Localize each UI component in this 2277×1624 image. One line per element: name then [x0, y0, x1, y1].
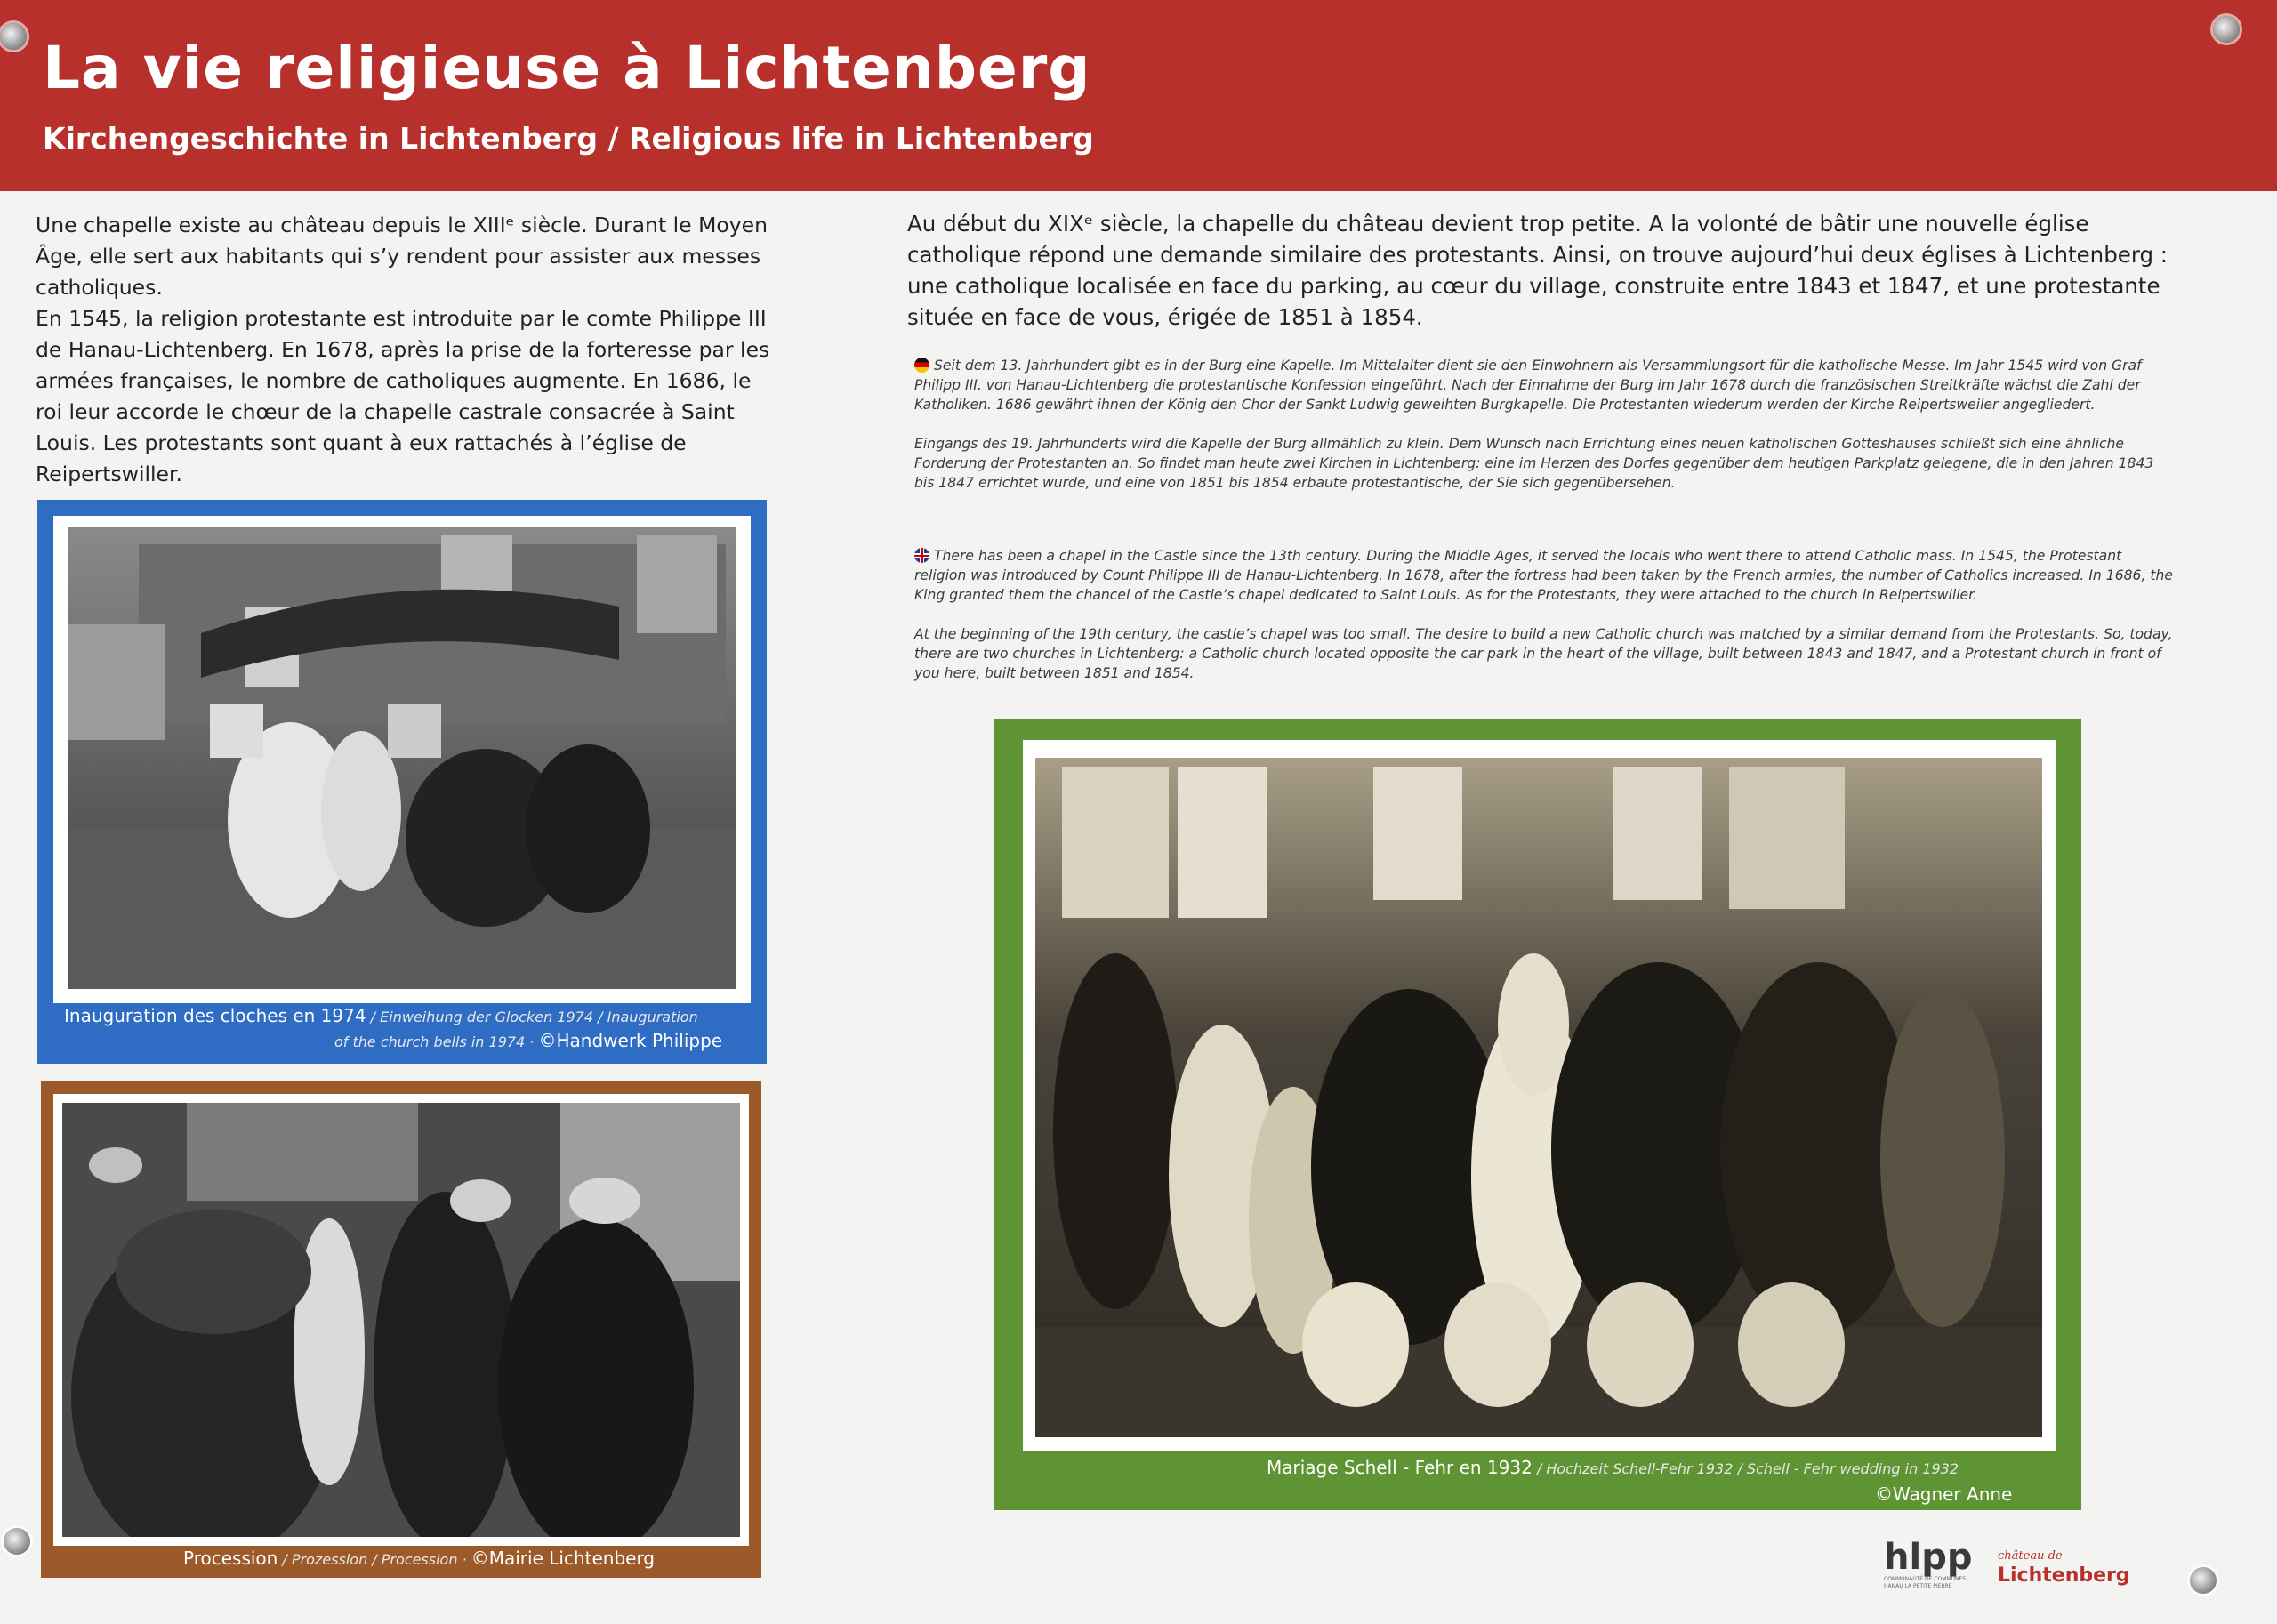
caption-main: Mariage Schell - Fehr en 1932: [1267, 1457, 1533, 1478]
screw-icon: [4, 1528, 30, 1555]
photo-credit: ©Wagner Anne: [1875, 1483, 2013, 1505]
procession-photo: [62, 1103, 740, 1537]
screw-icon: [2190, 1567, 2217, 1594]
photo-frame-wedding: [994, 719, 2081, 1510]
hlpp-logo: [1884, 1539, 1983, 1596]
bells-inauguration-photo: [68, 527, 736, 989]
caption-bells-line2: [334, 1030, 722, 1051]
header-banner: [0, 0, 2277, 191]
hlpp-logo-text: hlpp: [1884, 1537, 1973, 1578]
page-title: La vie religieuse à Lichtenberg: [43, 34, 1091, 102]
photo-credit: ©Mairie Lichtenberg: [471, 1548, 656, 1569]
german-translation: [914, 356, 2177, 512]
logo-name: Lichtenberg: [1998, 1564, 2130, 1587]
caption-alt: / Hochzeit Schell-Fehr 1932 / Schell - Fehr wedding in 1932: [1532, 1460, 1959, 1477]
photo-frame-procession: [41, 1081, 761, 1578]
caption-alt: / Einweihung der Glocken 1974 / Inauguration: [366, 1009, 698, 1025]
paragraph: Une chapelle existe au château depuis le XIIIᵉ siècle. Durant le Moyen Âge, elle sert aux habitants qui s’y rendent pour assister aux messes catholiques.: [36, 213, 768, 300]
uk-flag-icon: [914, 548, 929, 563]
caption-bells: [64, 1005, 698, 1026]
french-text-left: [36, 210, 783, 490]
caption-procession: [183, 1548, 655, 1569]
photo-frame-bells: [37, 500, 767, 1064]
page-subtitle: Kirchengeschichte in Lichtenberg / Religious life in Lichtenberg: [43, 121, 1094, 156]
caption-alt: of the church bells in 1974 ·: [334, 1033, 539, 1050]
photo-mat: [53, 516, 751, 1003]
paragraph-text: There has been a chapel in the Castle since the 13th century. During the Middle Ages, it served the locals who went there to attend Catholic mass. In 1545, the Protestant religion was introduced by Count Philippe III de Hanau-Lichtenberg. In 1678, after the fortress had been taken by the French armies, the number of Catholics increased. In 1686, the King granted them the chancel of the Castle’s chapel dedicated to Saint Louis. As for the Protestants, they were attached to the church in Reipertswiller.: [914, 548, 2173, 603]
lichtenberg-logo: [1998, 1539, 2131, 1601]
paragraph-text: Seit dem 13. Jahrhundert gibt es in der Burg eine Kapelle. Im Mittelalter dient sie den Einwohnern als Versammlungsort für die katholische Messe. Im Jahr 1545 wird von Graf Philipp III. von Hanau-Lichtenberg die protestantische Konfession eingeführt. Nach der Einnahme der Burg im Jahr 1678 durch die französischen Streitkräfte wächst die Zahl der Katholiken. 1686 gewährt ihnen der König den Chor der Sankt Ludwig geweihten Burgkapelle. Die Protestanten wiederum werden der Kirche Reipertsweiler angegliedert.: [914, 358, 2142, 413]
german-flag-icon: [914, 358, 929, 373]
caption-wedding-credit: [1875, 1483, 2012, 1505]
wedding-photo: [1035, 758, 2042, 1437]
screw-icon: [0, 23, 27, 50]
paragraph: [914, 546, 2177, 605]
caption-wedding: [1267, 1457, 1959, 1478]
paragraph: [914, 356, 2177, 414]
photo-mat: [53, 1094, 749, 1546]
caption-alt: / Prozession / Procession ·: [278, 1551, 471, 1568]
photo-credit: ©Handwerk Philippe: [538, 1030, 723, 1051]
french-text-right: Au début du XIXᵉ siècle, la chapelle du château devient trop petite. A la volonté de bâtir une nouvelle église catholique répond une demande similaire des protestants. Ainsi, on trouve aujourd’hui deux églises à Lichtenberg : une catholique localisée en face du parking, au cœur du village, construite entre 1843 et 1847, et une protestante située en face de vous, érigée de 1851 à 1854.: [907, 211, 2168, 330]
hlpp-logo-subtext: COMMUNAUTÉ DE COMMUNES HANAU LA PETITE PIERRE: [1884, 1576, 1967, 1589]
caption-main: Inauguration des cloches en 1974: [64, 1005, 366, 1026]
paragraph: En 1545, la religion protestante est introduite par le comte Philippe III de Hanau-Lichtenberg. En 1678, après la prise de la forteresse par les armées françaises, le nombre de catholiques augmente. En 1686, le roi leur accorde le chœur de la chapelle castrale consacrée à Saint Louis. Les protestants sont quant à eux rattachés à l’église de Reipertswiller.: [36, 306, 770, 486]
screw-icon: [2213, 16, 2240, 43]
english-translation: [914, 546, 2177, 703]
logo-small-text: château de: [1998, 1549, 2063, 1563]
paragraph: At the beginning of the 19th century, the castle’s chapel was too small. The desire to build a new Catholic church was matched by a similar demand from the Protestants. So, today, there are two churches in Lichtenberg: a Catholic church located opposite the car park in the heart of the village, built between 1843 and 1847, and a Protestant church in front of you here, built between 1851 and 1854.: [914, 626, 2173, 681]
caption-main: Procession: [183, 1548, 278, 1569]
paragraph: Eingangs des 19. Jahrhunderts wird die Kapelle der Burg allmählich zu klein. Dem Wunsch nach Errichtung eines neuen katholischen Gotteshauses schließt sich eine ähnliche Forderung der Protestanten an. So findet man heute zwei Kirchen in Lichtenberg: eine im Herzen des Dorfes gegenüber dem heutigen Parkplatz gelegene, die in den Jahren 1843 bis 1847 errichtet wurde, und eine von 1851 bis 1854 erbaute protestantische, der Sie sich gegenübersehen.: [914, 436, 2154, 491]
photo-mat: [1023, 740, 2056, 1451]
